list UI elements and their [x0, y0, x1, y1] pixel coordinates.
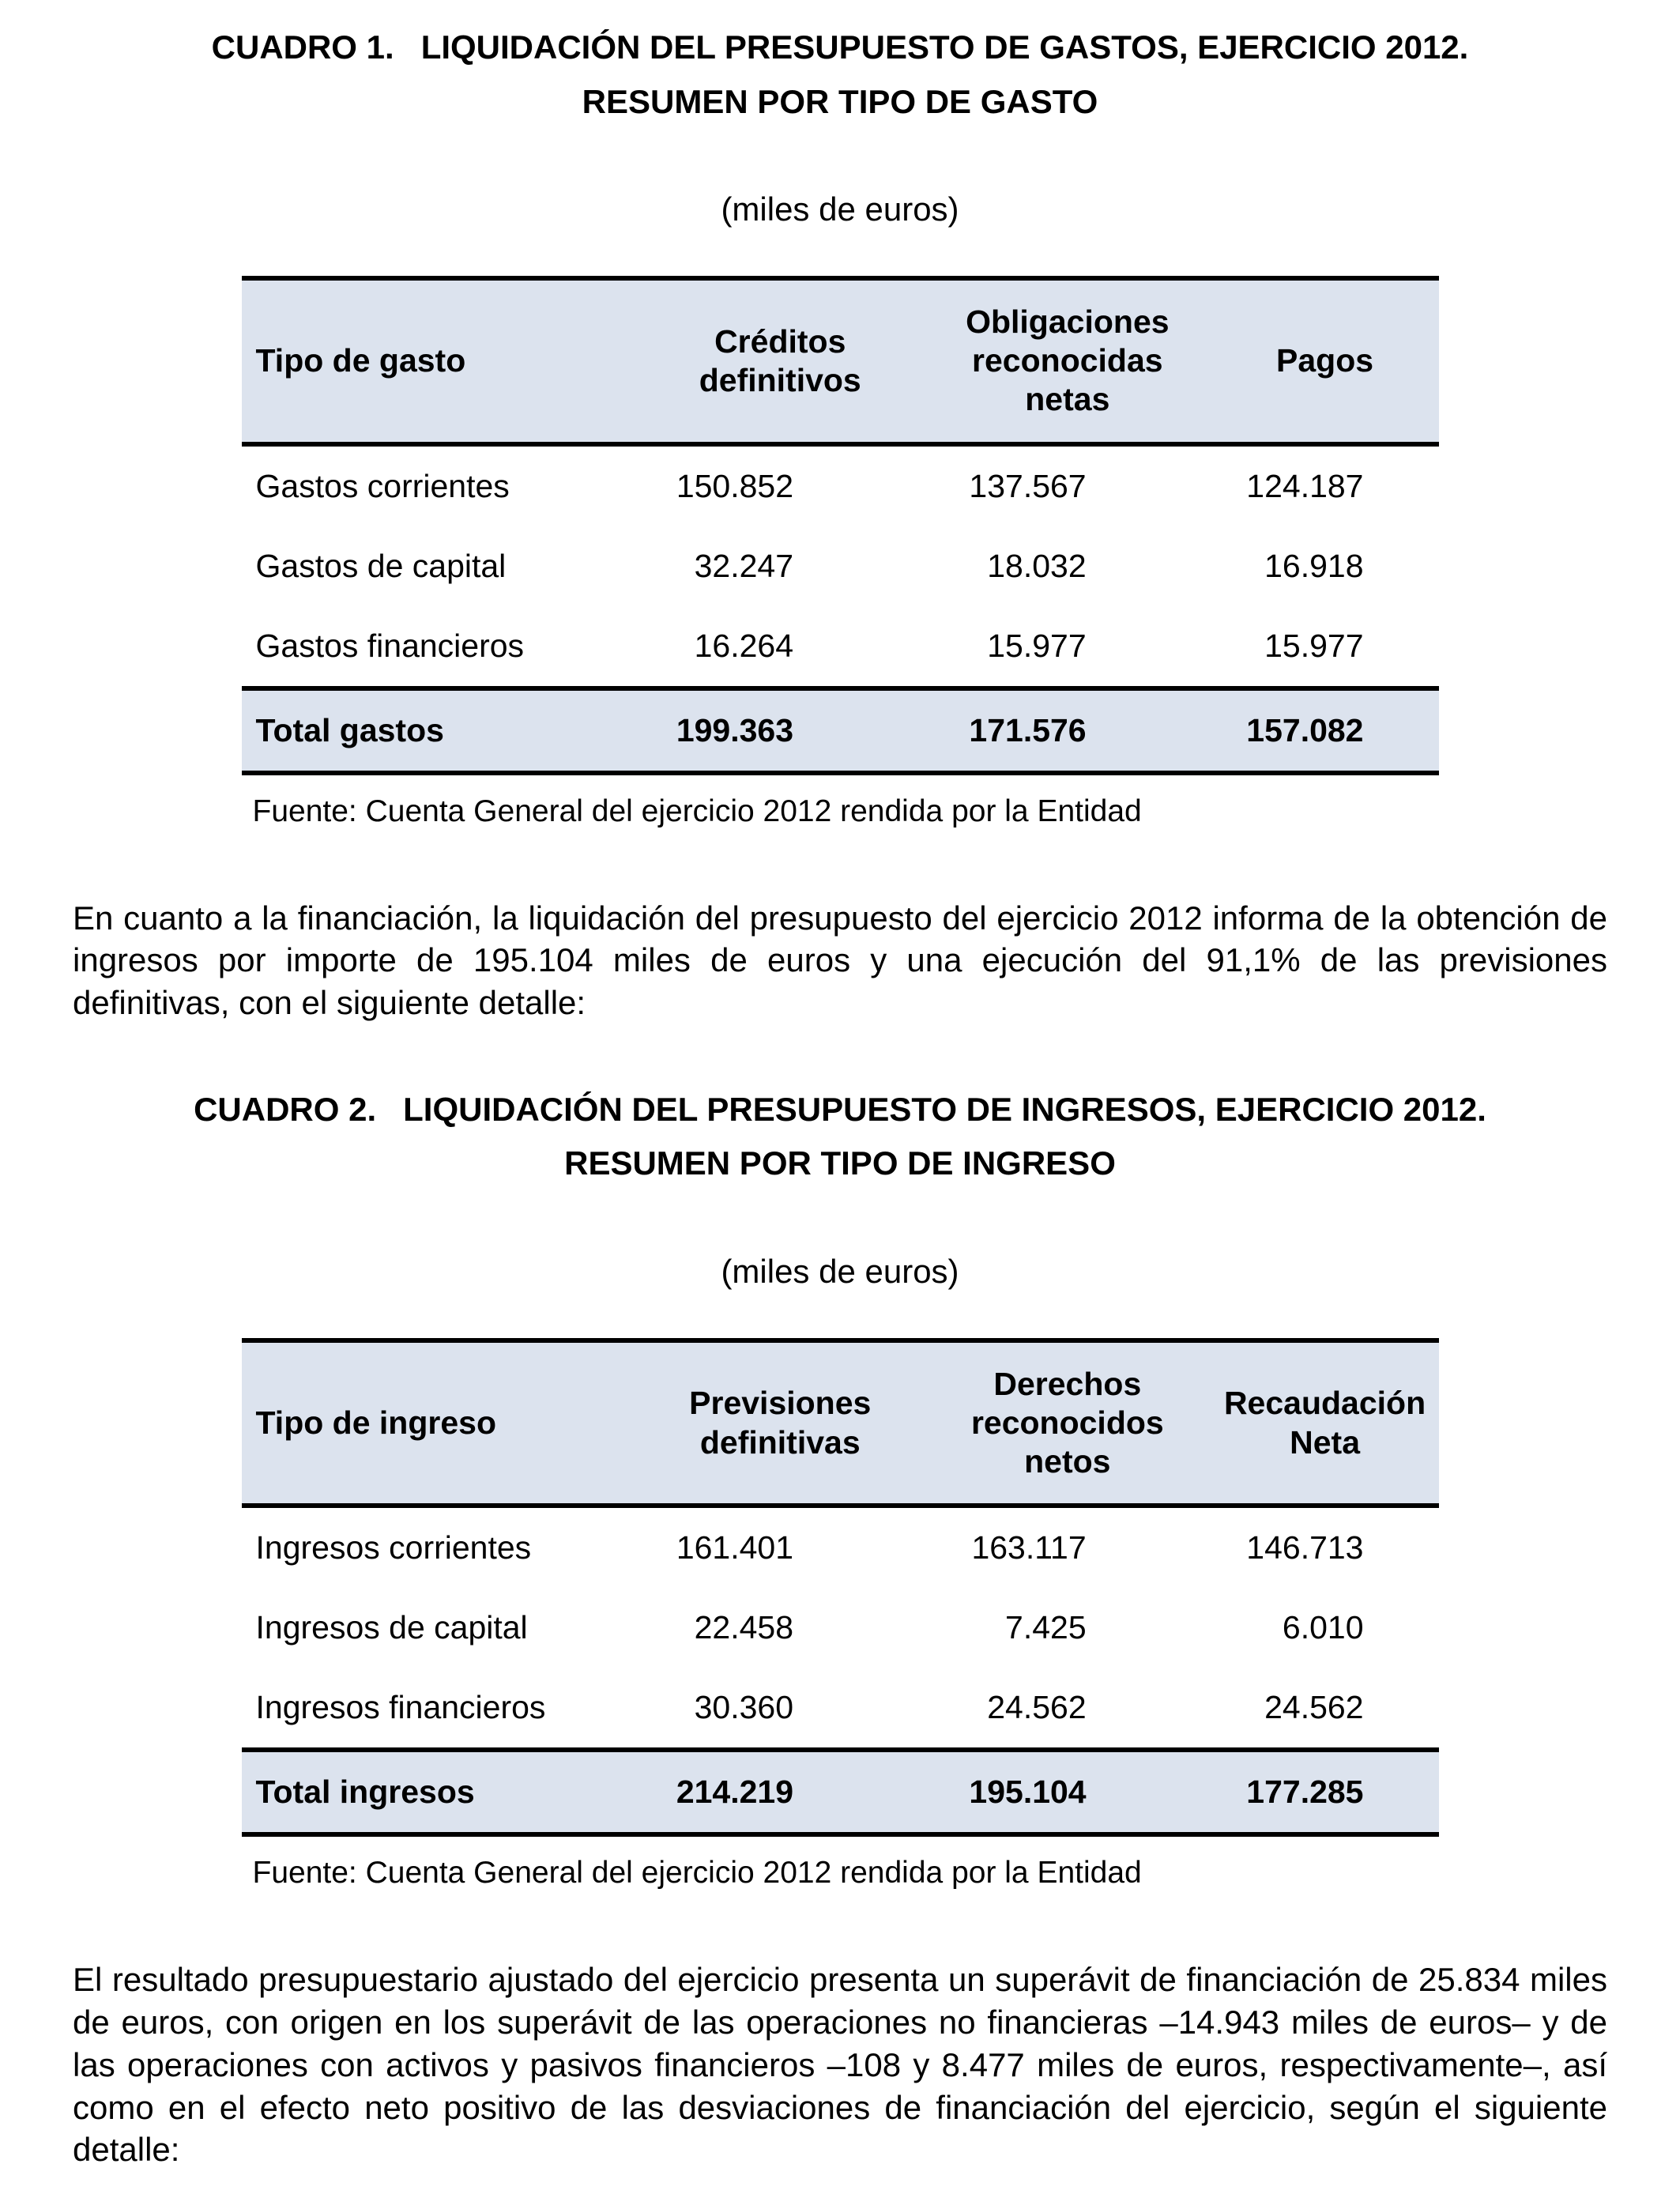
table-cell: 18.032	[987, 547, 1087, 584]
table-cell: 157.082	[1246, 711, 1364, 748]
total-label: Total ingresos	[255, 1774, 475, 1811]
table-cell: 146.713	[1246, 1529, 1364, 1566]
cuadro-1-label: CUADRO 1.	[211, 28, 394, 66]
cuadro-1-table-wrap	[242, 276, 1439, 829]
table-row	[242, 1668, 1439, 1750]
paragraph-resultado: El resultado presupuestario ajustado del ejercicio presenta un superávit de financiación de 25.834 miles de euros, con origen en los superávit de las operaciones no financieras –14.943 miles de euros– y de las operaciones con activos y pasivos financieros –108 y 8.477 miles de euros, respectivamente–, así como en el efecto neto positivo de las desviaciones de financiación del ejercicio, según el siguiente detalle:	[73, 1961, 1607, 2169]
table-row	[242, 1506, 1439, 1588]
cuadro-2-units: (miles de euros)	[721, 1252, 959, 1290]
table-row	[242, 1588, 1439, 1668]
cuadro-1-source: Fuente: Cuenta General del ejercicio 2012 rendida por la Entidad	[252, 794, 1142, 828]
header-cell-tipo-de-gasto: Tipo de gasto	[255, 342, 466, 379]
header-cell-tipo-de-ingreso: Tipo de ingreso	[255, 1404, 496, 1441]
table-total-row	[242, 1750, 1439, 1834]
cuadro-1-table	[242, 276, 1439, 775]
header-cell-derechos-reconocidos-netos: Derechos reconocidos netos	[970, 1365, 1164, 1480]
cuadro-2-title	[0, 1089, 1680, 1131]
table-cell: 16.918	[1264, 547, 1364, 584]
cuadro-1-section	[0, 27, 1680, 829]
table-cell: 15.977	[987, 627, 1087, 664]
row-label: Gastos corrientes	[255, 467, 510, 504]
table-cell: 6.010	[1282, 1609, 1364, 1646]
cuadro-2-source: Fuente: Cuenta General del ejercicio 2012 rendida por la Entidad	[252, 1856, 1142, 1891]
row-label: Gastos financieros	[255, 627, 525, 664]
table-cell: 150.852	[676, 467, 794, 504]
header-cell-obligaciones-reconocidas-netas: Obligaciones reconocidas netas	[966, 303, 1170, 418]
table-header-row	[242, 1340, 1439, 1506]
table-cell: 32.247	[694, 547, 794, 584]
table-row	[242, 606, 1439, 688]
table-cell: 137.567	[969, 467, 1087, 504]
table-header-row	[242, 278, 1439, 444]
table-cell: 195.104	[969, 1774, 1087, 1811]
table-cell: 214.219	[676, 1774, 794, 1811]
header-cell-recaudacion-neta: Recaudación Neta	[1223, 1385, 1426, 1461]
row-label: Ingresos financieros	[255, 1689, 546, 1726]
row-label: Ingresos corrientes	[255, 1529, 532, 1566]
table-cell: 24.562	[987, 1689, 1087, 1726]
row-label: Ingresos de capital	[255, 1609, 528, 1646]
table-total-row	[242, 688, 1439, 773]
table-cell: 16.264	[694, 627, 794, 664]
table-cell: 30.360	[694, 1689, 794, 1726]
table-cell: 7.425	[1005, 1609, 1087, 1646]
cuadro-2-subtitle: RESUMEN POR TIPO DE INGRESO	[564, 1144, 1116, 1182]
table-row	[242, 444, 1439, 526]
cuadro-1-title	[0, 27, 1680, 69]
cuadro-2-title-text: LIQUIDACIÓN DEL PRESUPUESTO DE INGRESOS, EJERCICIO 2012.	[403, 1090, 1486, 1128]
header-cell-previsiones-definitivas: Previsiones definitivas	[689, 1385, 872, 1461]
table-cell: 161.401	[676, 1529, 794, 1566]
table-cell: 199.363	[676, 711, 794, 748]
cuadro-2-section	[0, 1089, 1680, 1891]
header-cell-creditos-definitivos: Créditos definitivos	[699, 322, 861, 398]
table-cell: 171.576	[969, 711, 1087, 748]
table-cell: 163.117	[971, 1529, 1087, 1566]
total-label: Total gastos	[255, 711, 444, 748]
header-cell-pagos: Pagos	[1276, 342, 1374, 379]
table-cell: 124.187	[1246, 467, 1364, 504]
cuadro-2-label: CUADRO 2.	[194, 1090, 377, 1128]
row-label: Gastos de capital	[255, 547, 507, 584]
table-cell: 177.285	[1246, 1774, 1364, 1811]
cuadro-2-table	[242, 1338, 1439, 1838]
table-cell: 22.458	[694, 1609, 794, 1646]
paragraph-financiacion: En cuanto a la financiación, la liquidación del presupuesto del ejercicio 2012 informa de la obtención de ingresos por importe de 195.104 miles de euros y una ejecución del 91,1% de las previsiones definitivas, con el siguiente detalle:	[73, 899, 1607, 1022]
table-cell: 15.977	[1264, 627, 1364, 664]
cuadro-2-table-wrap	[242, 1338, 1439, 1891]
cuadro-1-title-text: LIQUIDACIÓN DEL PRESUPUESTO DE GASTOS, EJERCICIO 2012.	[420, 28, 1469, 66]
cuadro-1-subtitle: RESUMEN POR TIPO DE GASTO	[582, 82, 1098, 120]
cuadro-1-units: (miles de euros)	[721, 190, 959, 228]
table-cell: 24.562	[1264, 1689, 1364, 1726]
table-row	[242, 526, 1439, 606]
